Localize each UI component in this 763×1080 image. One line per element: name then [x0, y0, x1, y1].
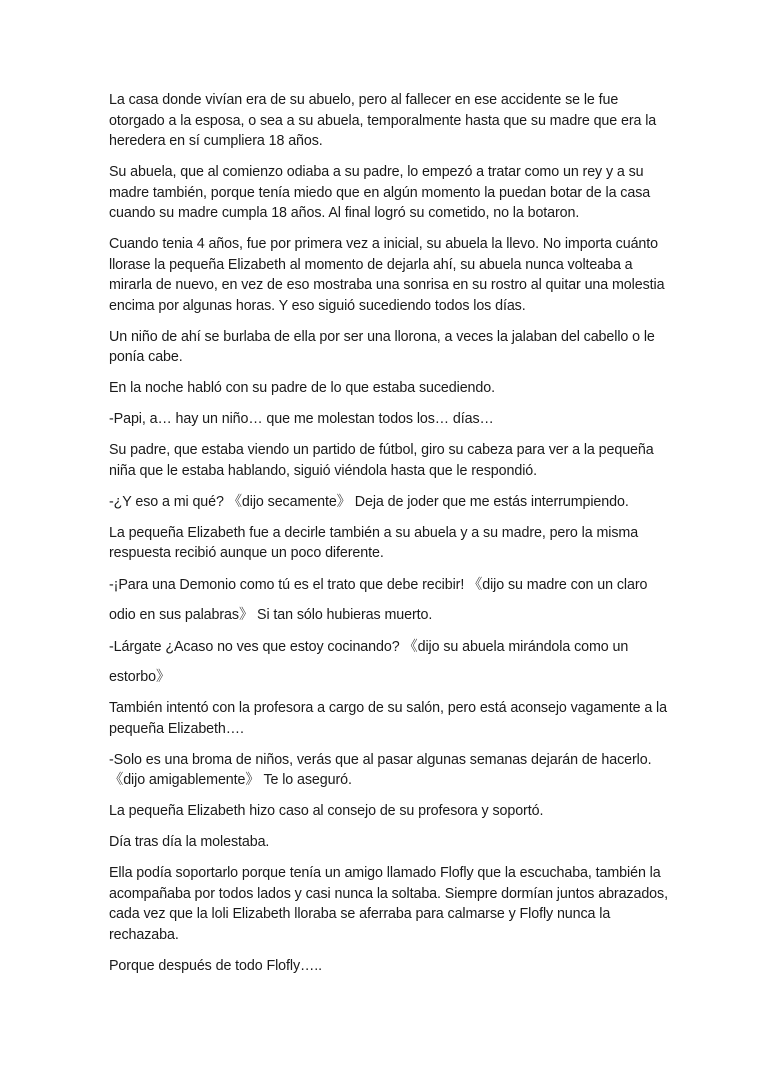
dialogue-line: -¿Y eso a mi qué? 《dijo secamente》 Deja de joder que me estás interrumpiendo.	[109, 493, 629, 510]
paragraph: Su abuela, que al comienzo odiaba a su padre, lo empezó a tratar como un rey y a su madre también, porque tenía miedo que en algún momento la puedan botar de la casa cuando su madre cumpla 18 años. Al final logró su cometido, no la botaron.	[109, 164, 651, 221]
paragraph: Día tras día la molestaba.	[109, 834, 270, 850]
paragraph: Su padre, que estaba viendo un partido de fútbol, giro su cabeza para ver a la pequeña niña que le estaba hablando, siguió viéndola hasta que le respondió.	[109, 442, 654, 479]
paragraph: Cuando tenia 4 años, fue por primera vez a inicial, su abuela la llevo. No importa cuánto llorase la pequeña Elizabeth al momento de dejarla ahí, su abuela nunca volteaba a mirarla de nuevo, en vez de eso mostraba una sonrisa en su rostro al quitar una molestia encima por algunas horas. Y eso siguió sucediendo todos los días.	[109, 236, 665, 314]
paragraph: La pequeña Elizabeth fue a decirle también a su abuela y a su madre, pero la misma respuesta recibió aunque un poco diferente.	[109, 524, 639, 561]
dialogue-line: -Papi, a… hay un niño… que me molestan todos los… días…	[109, 411, 494, 427]
paragraph: También intentó con la profesora a cargo de su salón, pero está aconsejo vagamente a la pequeña Elizabeth….	[109, 700, 667, 737]
paragraph: Ella podía soportarlo porque tenía un amigo llamado Flofly que la escuchaba, también la acompañaba por todos lados y casi nunca la soltaba. Siempre dormían juntos abrazados, cada vez que la loli Elizabeth lloraba se aferraba para calmarse y Flofly nunca la rechazaba.	[109, 865, 668, 943]
paragraph: La pequeña Elizabeth hizo caso al consejo de su profesora y soportó.	[109, 803, 544, 819]
paragraph: La casa donde vivían era de su abuelo, pero al fallecer en ese accidente se le fue otorgado a la esposa, o sea a su abuela, temporalmente hasta que su madre que era la heredera en sí cumpliera 18 años.	[109, 92, 657, 149]
dialogue-line: -Lárgate ¿Acaso no ves que estoy cocinando? 《dijo su abuela mirándola como un estorbo》	[109, 639, 629, 685]
dialogue-line: -Solo es una broma de niños, verás que al pasar algunas semanas dejarán de hacerlo. 《dijo amigablemente》 Te lo aseguró.	[109, 751, 652, 788]
paragraph: Porque después de todo Flofly…..	[109, 957, 322, 974]
paragraph: Un niño de ahí se burlaba de ella por ser una llorona, a veces la jalaban del cabello o le ponía cabe.	[109, 328, 655, 365]
dialogue-line: -¡Para una Demonio como tú es el trato que debe recibir! 《dijo su madre con un claro odio en sus palabras》 Si tan sólo hubieras muerto.	[109, 577, 648, 623]
text-column	[109, 90, 669, 987]
paragraph: En la noche habló con su padre de lo que estaba sucediendo.	[109, 380, 495, 396]
